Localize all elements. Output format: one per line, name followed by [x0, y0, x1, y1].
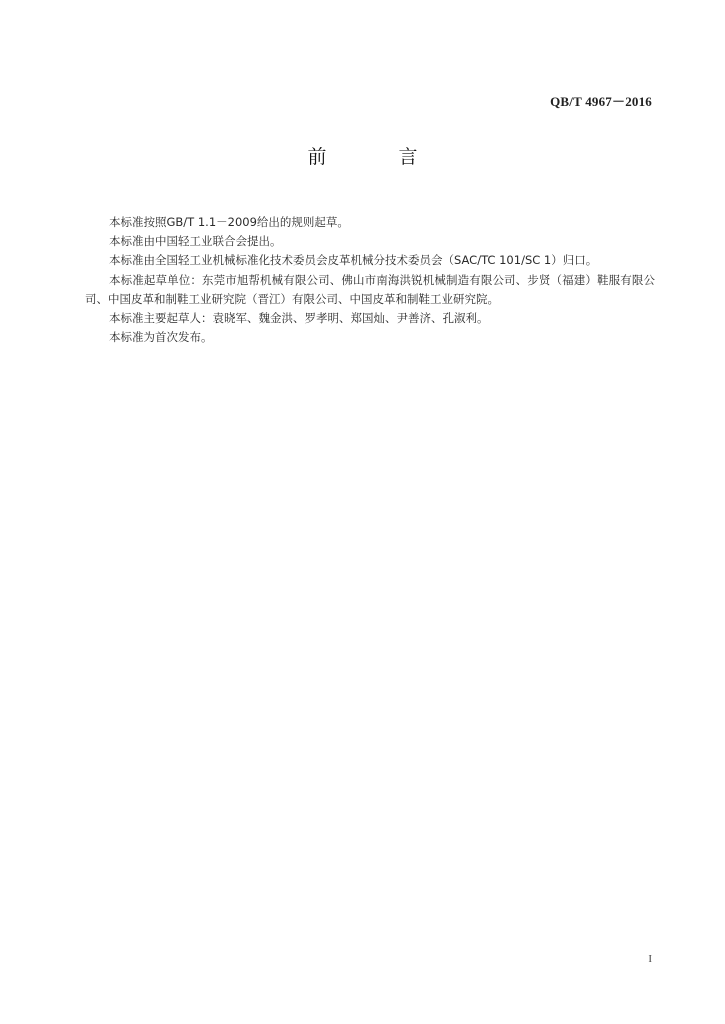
paragraph-first-release: 本标准为首次发布。 [109, 330, 213, 345]
paragraph-drafting-units: 本标准起草单位：东莞市旭帮机械有限公司、佛山市南海洪锐机械制造有限公司、步贤（福建）鞋服有限公司、中国皮革和制鞋工业研究院（晋江）有限公司、中国皮革和制鞋工业研究院。 [85, 272, 655, 306]
page-title: 前 言 [307, 146, 451, 168]
paragraph-proposer: 本标准由中国轻工业联合会提出。 [109, 234, 282, 249]
paragraph-drafters: 本标准主要起草人：袁晓军、魏金洪、罗孝明、郑国灿、尹善济、孔淑利。 [109, 311, 489, 326]
paragraph-committee: 本标准由全国轻工业机械标准化技术委员会皮革机械分技术委员会（SAC/TC 101/SC 1）归口。 [109, 253, 598, 268]
standard-code: QB/T 4967－2016 [550, 94, 652, 109]
page-number: I [648, 953, 652, 965]
foreword-body [85, 213, 655, 347]
paragraph-drafting-rules: 本标准按照GB/T 1.1－2009给出的规则起草。 [109, 215, 349, 229]
